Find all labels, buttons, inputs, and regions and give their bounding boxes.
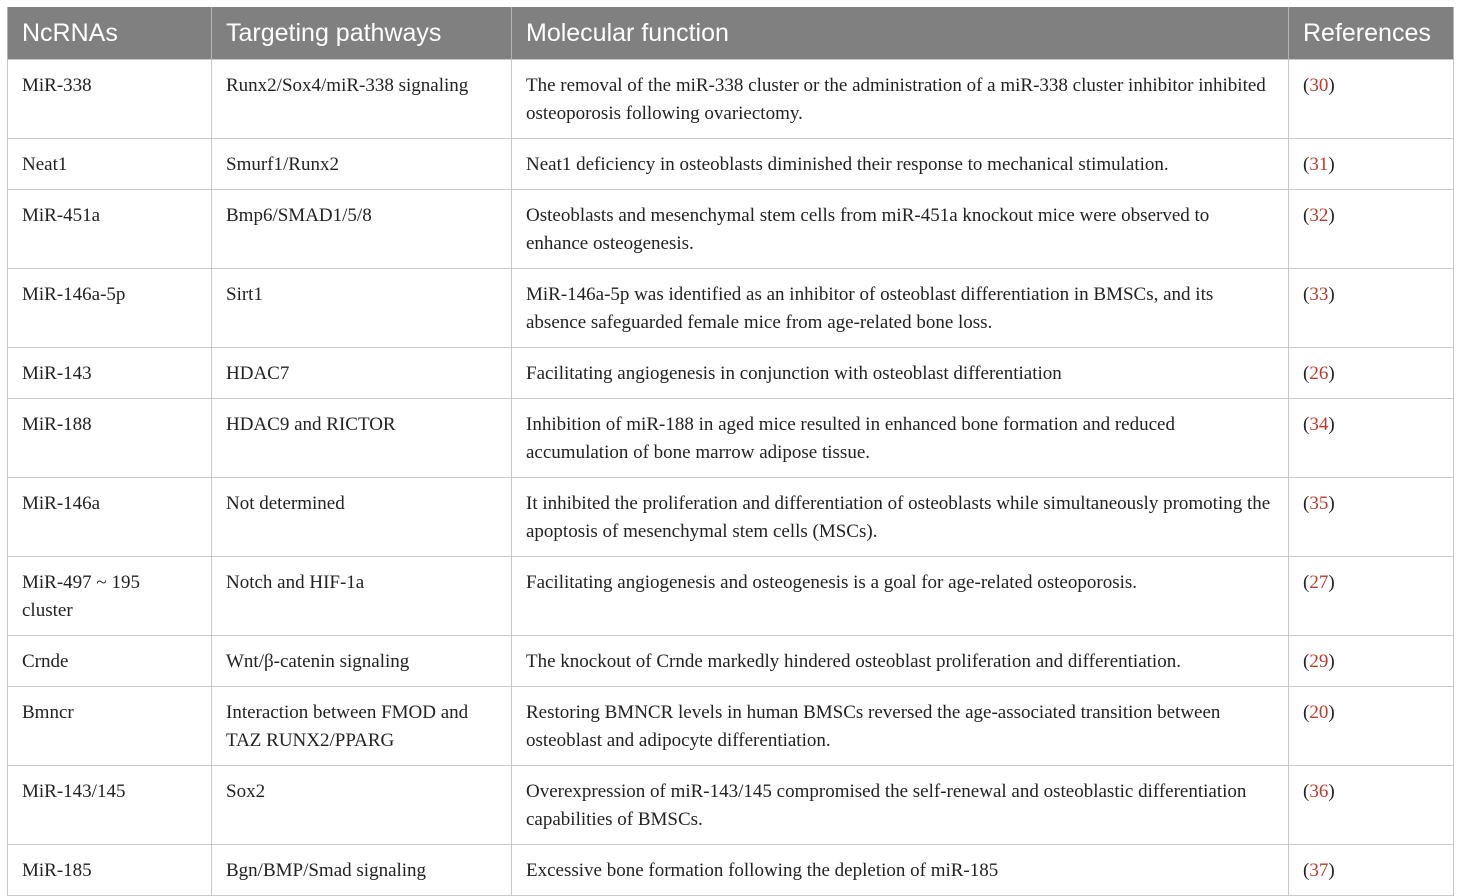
table-row [8,766,1454,845]
reference-link[interactable]: 36 [1309,781,1329,802]
cell-function: Excessive bone formation following the depletion of miR-185 [512,845,1289,896]
cell-reference: (31) [1289,139,1454,190]
cell-function: Osteoblasts and mesenchymal stem cells from miR-451a knockout mice were observed to enhance osteogenesis. [512,190,1289,269]
reference-link[interactable]: 34 [1309,414,1329,435]
cell-pathway: HDAC9 and RICTOR [212,399,512,478]
cell-reference: (34) [1289,399,1454,478]
header-ncrnas: NcRNAs [8,7,212,60]
reference-link[interactable]: 33 [1309,284,1329,305]
cell-reference: (37) [1289,845,1454,896]
reference-link[interactable]: 27 [1309,572,1329,593]
table-row [8,348,1454,399]
reference-link[interactable]: 20 [1309,702,1329,723]
table-row [8,269,1454,348]
cell-pathway: Sirt1 [212,269,512,348]
cell-ncrna: MiR-146a-5p [8,269,212,348]
cell-reference: (20) [1289,687,1454,766]
reference-link[interactable]: 31 [1309,154,1329,175]
table-row [8,190,1454,269]
cell-reference: (27) [1289,557,1454,636]
table-row [8,139,1454,190]
cell-reference: (36) [1289,766,1454,845]
table-row [8,636,1454,687]
cell-ncrna: MiR-497 ~ 195 cluster [8,557,212,636]
reference-link[interactable]: 26 [1309,363,1329,384]
reference-link[interactable]: 30 [1309,75,1329,96]
reference-link[interactable]: 37 [1309,860,1329,881]
cell-pathway: Interaction between FMOD and TAZ RUNX2/PPARG [212,687,512,766]
cell-ncrna: Crnde [8,636,212,687]
table-row [8,478,1454,557]
cell-ncrna: MiR-185 [8,845,212,896]
table-row [8,687,1454,766]
cell-reference: (32) [1289,190,1454,269]
cell-function: Restoring BMNCR levels in human BMSCs reversed the age-associated transition between osteoblast and adipocyte differentiation. [512,687,1289,766]
cell-reference: (30) [1289,60,1454,139]
cell-pathway: Wnt/β-catenin signaling [212,636,512,687]
cell-reference: (26) [1289,348,1454,399]
header-targeting-pathways: Targeting pathways [212,7,512,60]
cell-pathway: Runx2/Sox4/miR-338 signaling [212,60,512,139]
cell-pathway: Sox2 [212,766,512,845]
header-references: References [1289,7,1454,60]
cell-pathway: Bmp6/SMAD1/5/8 [212,190,512,269]
cell-ncrna: MiR-188 [8,399,212,478]
table-body [8,60,1454,896]
cell-pathway: HDAC7 [212,348,512,399]
cell-reference: (35) [1289,478,1454,557]
cell-function: The removal of the miR-338 cluster or the administration of a miR-338 cluster inhibitor inhibited osteoporosis following ovariectomy. [512,60,1289,139]
cell-pathway: Bgn/BMP/Smad signaling [212,845,512,896]
cell-ncrna: MiR-143/145 [8,766,212,845]
cell-ncrna: Bmncr [8,687,212,766]
cell-function: Facilitating angiogenesis and osteogenesis is a goal for age-related osteoporosis. [512,557,1289,636]
table-header [8,7,1454,60]
table-row [8,557,1454,636]
cell-ncrna: MiR-451a [8,190,212,269]
cell-function: Neat1 deficiency in osteoblasts diminished their response to mechanical stimulation. [512,139,1289,190]
reference-link[interactable]: 32 [1309,205,1329,226]
cell-pathway: Smurf1/Runx2 [212,139,512,190]
cell-ncrna: MiR-143 [8,348,212,399]
ncrna-table [7,7,1454,896]
cell-ncrna: MiR-146a [8,478,212,557]
cell-ncrna: MiR-338 [8,60,212,139]
cell-function: The knockout of Crnde markedly hindered osteoblast proliferation and differentiation. [512,636,1289,687]
cell-reference: (29) [1289,636,1454,687]
table-row [8,399,1454,478]
table-row [8,60,1454,139]
cell-pathway: Notch and HIF-1a [212,557,512,636]
cell-ncrna: Neat1 [8,139,212,190]
header-row [8,7,1454,60]
ncrna-table-container [7,7,1453,896]
header-molecular-function: Molecular function [512,7,1289,60]
cell-function: Overexpression of miR-143/145 compromised the self-renewal and osteoblastic differentiation capabilities of BMSCs. [512,766,1289,845]
cell-function: Facilitating angiogenesis in conjunction with osteoblast differentiation [512,348,1289,399]
cell-pathway: Not determined [212,478,512,557]
cell-reference: (33) [1289,269,1454,348]
cell-function: It inhibited the proliferation and differentiation of osteoblasts while simultaneously promoting the apoptosis of mesenchymal stem cells (MSCs). [512,478,1289,557]
reference-link[interactable]: 29 [1309,651,1329,672]
cell-function: MiR-146a-5p was identified as an inhibitor of osteoblast differentiation in BMSCs, and its absence safeguarded female mice from age-related bone loss. [512,269,1289,348]
table-row [8,845,1454,896]
reference-link[interactable]: 35 [1309,493,1329,514]
cell-function: Inhibition of miR-188 in aged mice resulted in enhanced bone formation and reduced accumulation of bone marrow adipose tissue. [512,399,1289,478]
